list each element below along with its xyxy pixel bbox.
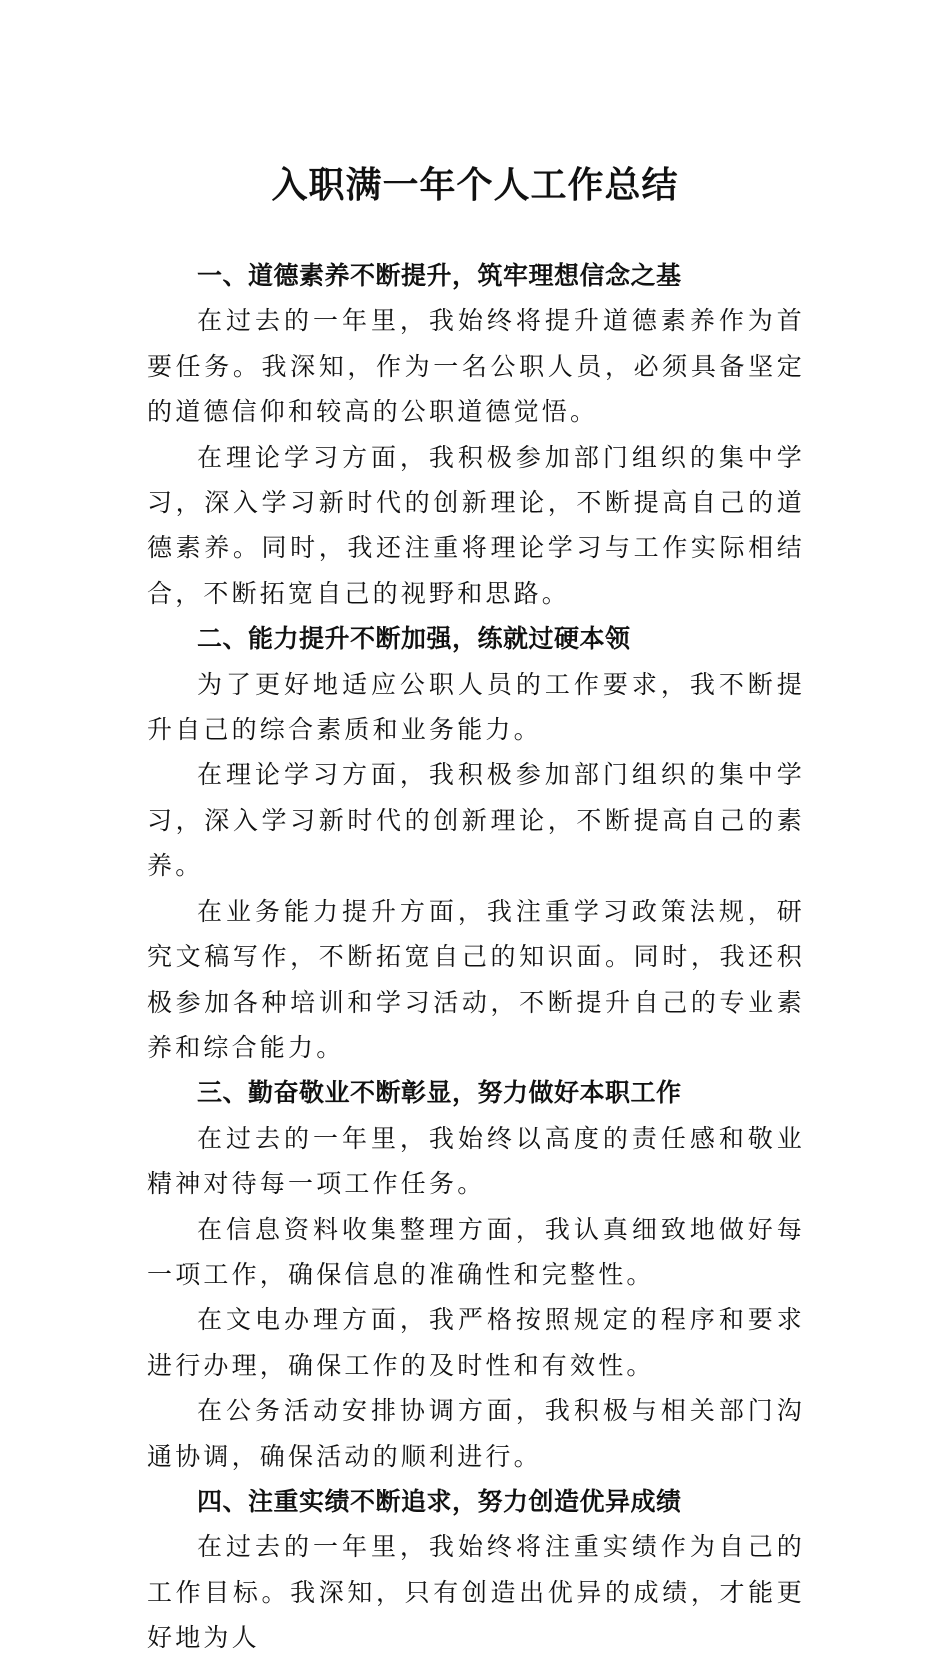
body-paragraph: 在过去的一年里，我始终将提升道德素养作为首要任务。我深知，作为一名公职人员，必须具备坚定的道德信仰和较高的公职道德觉悟。 bbox=[147, 306, 805, 427]
body-paragraph: 在业务能力提升方面，我注重学习政策法规，研究文稿写作，不断拓宽自己的知识面。同时，我还积极参加各种培训和学习活动，不断提升自己的专业素养和综合能力。 bbox=[147, 896, 805, 1062]
document-body bbox=[147, 253, 805, 1661]
section-heading: 二、能力提升不断加强，练就过硬本领 bbox=[197, 624, 631, 654]
body-paragraph: 在理论学习方面，我积极参加部门组织的集中学习，深入学习新时代的创新理论，不断提高自己的道德素养。同时，我还注重将理论学习与工作实际相结合，不断拓宽自己的视野和思路。 bbox=[147, 442, 805, 608]
body-paragraph: 为了更好地适应公职人员的工作要求，我不断提升自己的综合素质和业务能力。 bbox=[147, 669, 805, 745]
body-paragraph: 在公务活动安排协调方面，我积极与相关部门沟通协调，确保活动的顺利进行。 bbox=[147, 1396, 805, 1471]
body-paragraph: 在过去的一年里，我始终以高度的责任感和敬业精神对待每一项工作任务。 bbox=[147, 1123, 805, 1199]
body-paragraph: 在理论学习方面，我积极参加部门组织的集中学习，深入学习新时代的创新理论，不断提高自己的素养。 bbox=[147, 760, 805, 881]
body-paragraph: 在信息资料收集整理方面，我认真细致地做好每一项工作，确保信息的准确性和完整性。 bbox=[147, 1214, 805, 1289]
section-heading: 四、注重实绩不断追求，努力创造优异成绩 bbox=[197, 1486, 682, 1516]
section-heading: 三、勤奋敬业不断彰显，努力做好本职工作 bbox=[197, 1078, 682, 1108]
body-paragraph: 在文电办理方面，我严格按照规定的程序和要求进行办理，确保工作的及时性和有效性。 bbox=[147, 1305, 805, 1380]
body-paragraph: 在过去的一年里，我始终将注重实绩作为自己的工作目标。我深知，只有创造出优异的成绩，才能更好地为人 bbox=[147, 1532, 805, 1653]
document-title: 入职满一年个人工作总结 bbox=[271, 164, 679, 206]
section-heading: 一、道德素养不断提升，筑牢理想信念之基 bbox=[197, 261, 682, 290]
